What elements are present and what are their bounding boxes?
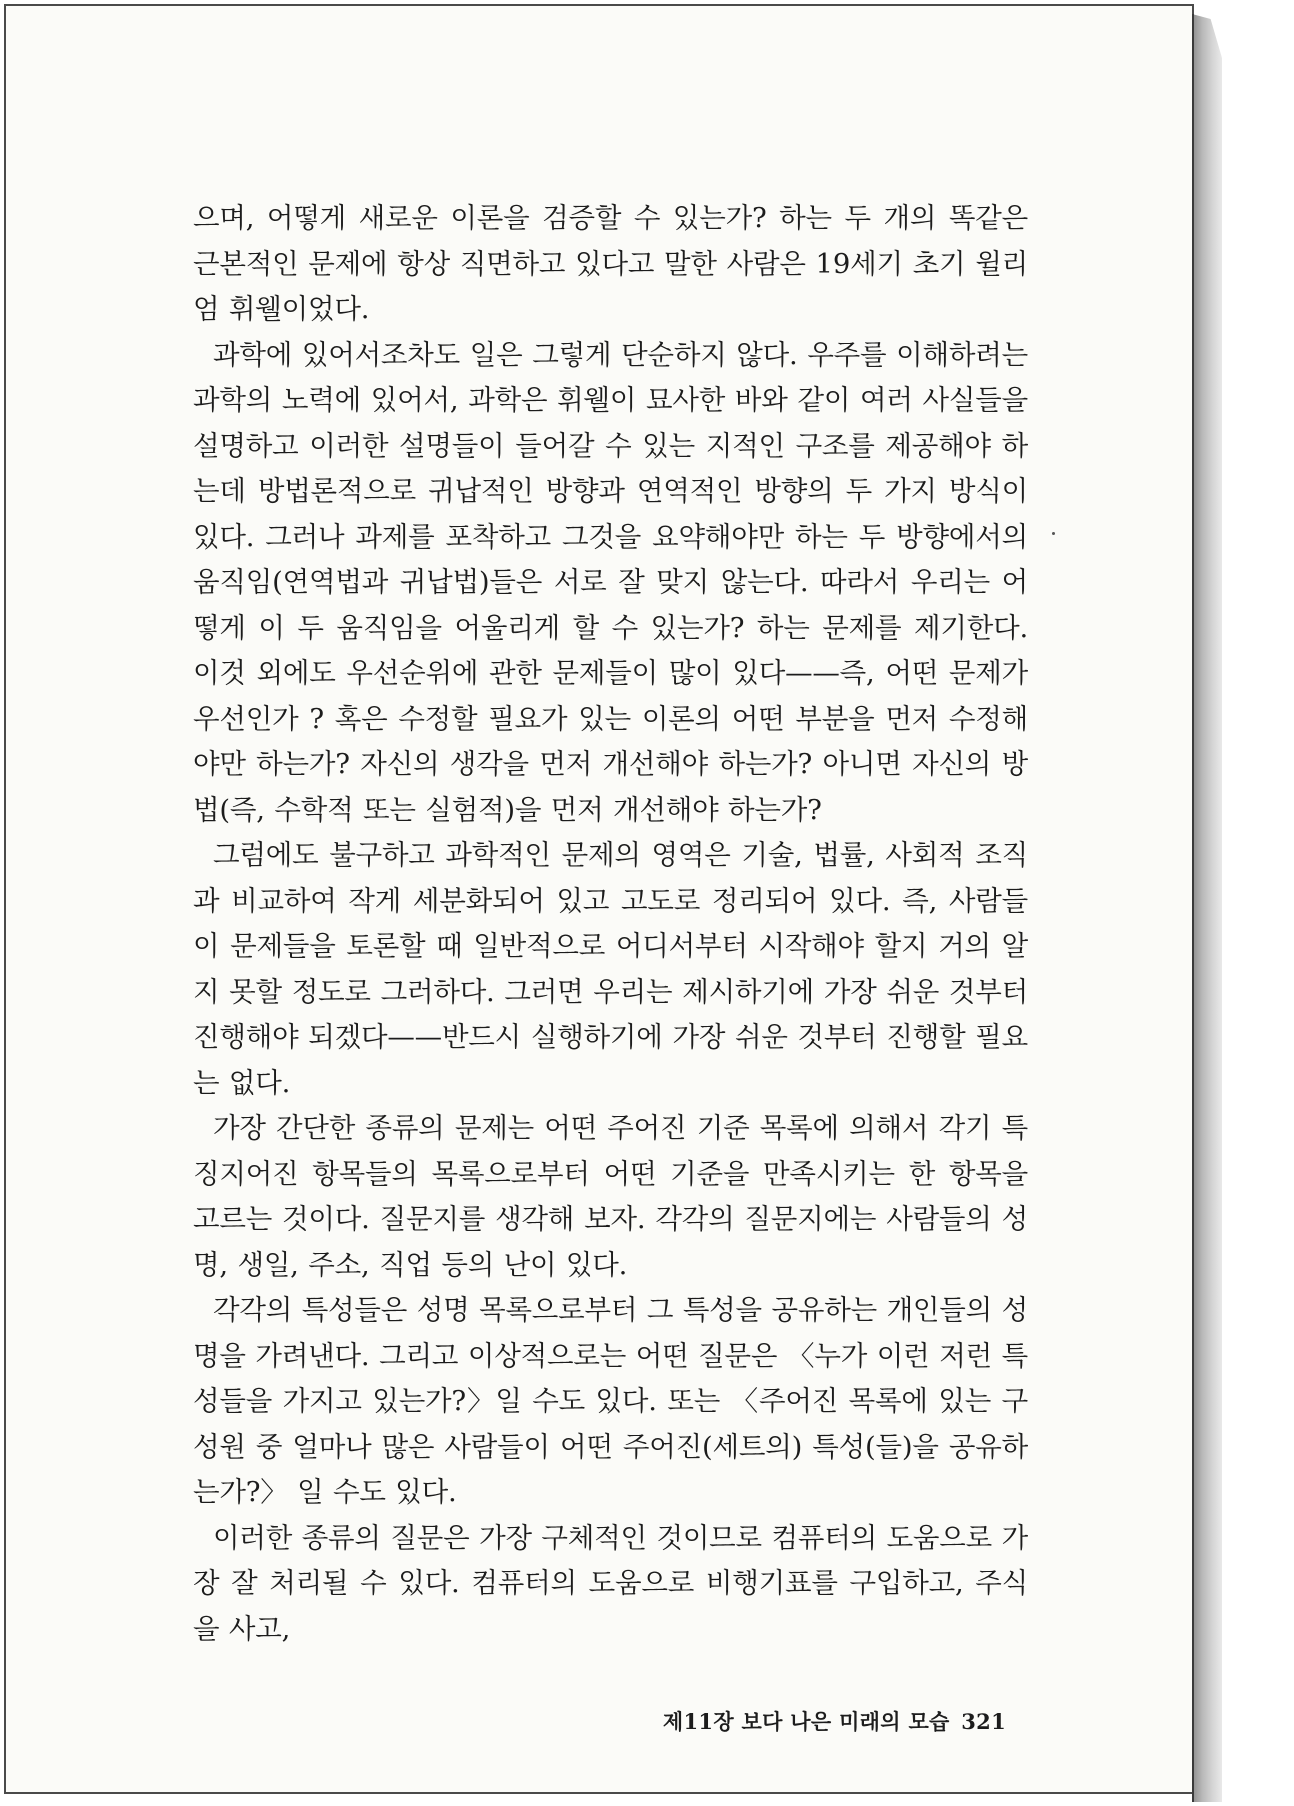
page-edge-shadow (1192, 14, 1222, 1802)
paragraph: 가장 간단한 종류의 문제는 어떤 주어진 기준 목록에 의해서 각기 특징지어진 항목들의 목록으로부터 어떤 기준을 만족시키는 한 항목을 고르는 것이다. 질문지를 생각해 보자. 각각의 질문지에는 사람들의 성명, 생일, 주소, 직업 등의 난이 있다. (193, 1112, 1028, 1281)
running-footer (663, 1706, 1006, 1736)
paragraph: 그럼에도 불구하고 과학적인 문제의 영역은 기술, 법률, 사회적 조직과 비교하여 작게 세분화되어 있고 고도로 정리되어 있다. 즉, 사람들이 문제들을 토론할 때 일반적으로 어디서부터 시작해야 할지 거의 알지 못할 정도로 그러하다. 그러면 우리는 제시하기에 가장 쉬운 것부터 진행해야 되겠다——반드시 실행하기에 가장 쉬운 것부터 진행할 필요는 없다. (193, 839, 1028, 1099)
paragraph: 각각의 특성들은 성명 목록으로부터 그 특성을 공유하는 개인들의 성명을 가려낸다. 그리고 이상적으로는 어떤 질문은 〈누가 이런 저런 특성들을 가지고 있는가?〉일 수도 있다. 또는 〈주어진 목록에 있는 구성원 중 얼마나 많은 사람들이 어떤 주어진(세트의) 특성(들)을 공유하는가?〉 일 수도 있다. (193, 1294, 1028, 1508)
paragraph-continued: 으며, 어떻게 새로운 이론을 검증할 수 있는가? 하는 두 개의 똑같은 근본적인 문제에 항상 직면하고 있다고 말한 사람은 19세기 초기 윌리엄 휘웰이었다. (193, 202, 1028, 325)
paragraph: 이러한 종류의 질문은 가장 구체적인 것이므로 컴퓨터의 도움으로 가장 잘 처리될 수 있다. 컴퓨터의 도움으로 비행기표를 구입하고, 주식을 사고, (193, 1521, 1028, 1645)
stray-mark (1052, 532, 1055, 535)
chapter-title: 제11장 보다 나은 미래의 모습 (662, 1709, 950, 1734)
page-edge-line (1192, 14, 1194, 1802)
page-number: 321 (961, 1709, 1006, 1734)
page-body (193, 196, 1028, 1652)
paragraph: 과학에 있어서조차도 일은 그렇게 단순하지 않다. 우주를 이해하려는 과학의 노력에 있어서, 과학은 휘웰이 묘사한 바와 같이 여러 사실들을 설명하고 이러한 설명들이 들어갈 수 있는 지적인 구조를 제공해야 하는데 방법론적으로 귀납적인 방향과 연역적인 방향의 두 가지 방식이 있다. 그러나 과제를 포착하고 그것을 요약해야만 하는 두 방향에서의 움직임(연역법과 귀납법)들은 서로 잘 맞지 않는다. 따라서 우리는 어떻게 이 두 움직임을 어울리게 할 수 있는가? 하는 문제를 제기한다. 이것 외에도 우선순위에 관한 문제들이 많이 있다——즉, 어떤 문제가 우선인가 ? 혹은 수정할 필요가 있는 이론의 어떤 부분을 먼저 수정해야만 하는가? 자신의 생각을 먼저 개선해야 하는가? 아니면 자신의 방법(즉, 수학적 또는 실험적)을 먼저 개선해야 하는가? (193, 338, 1028, 826)
